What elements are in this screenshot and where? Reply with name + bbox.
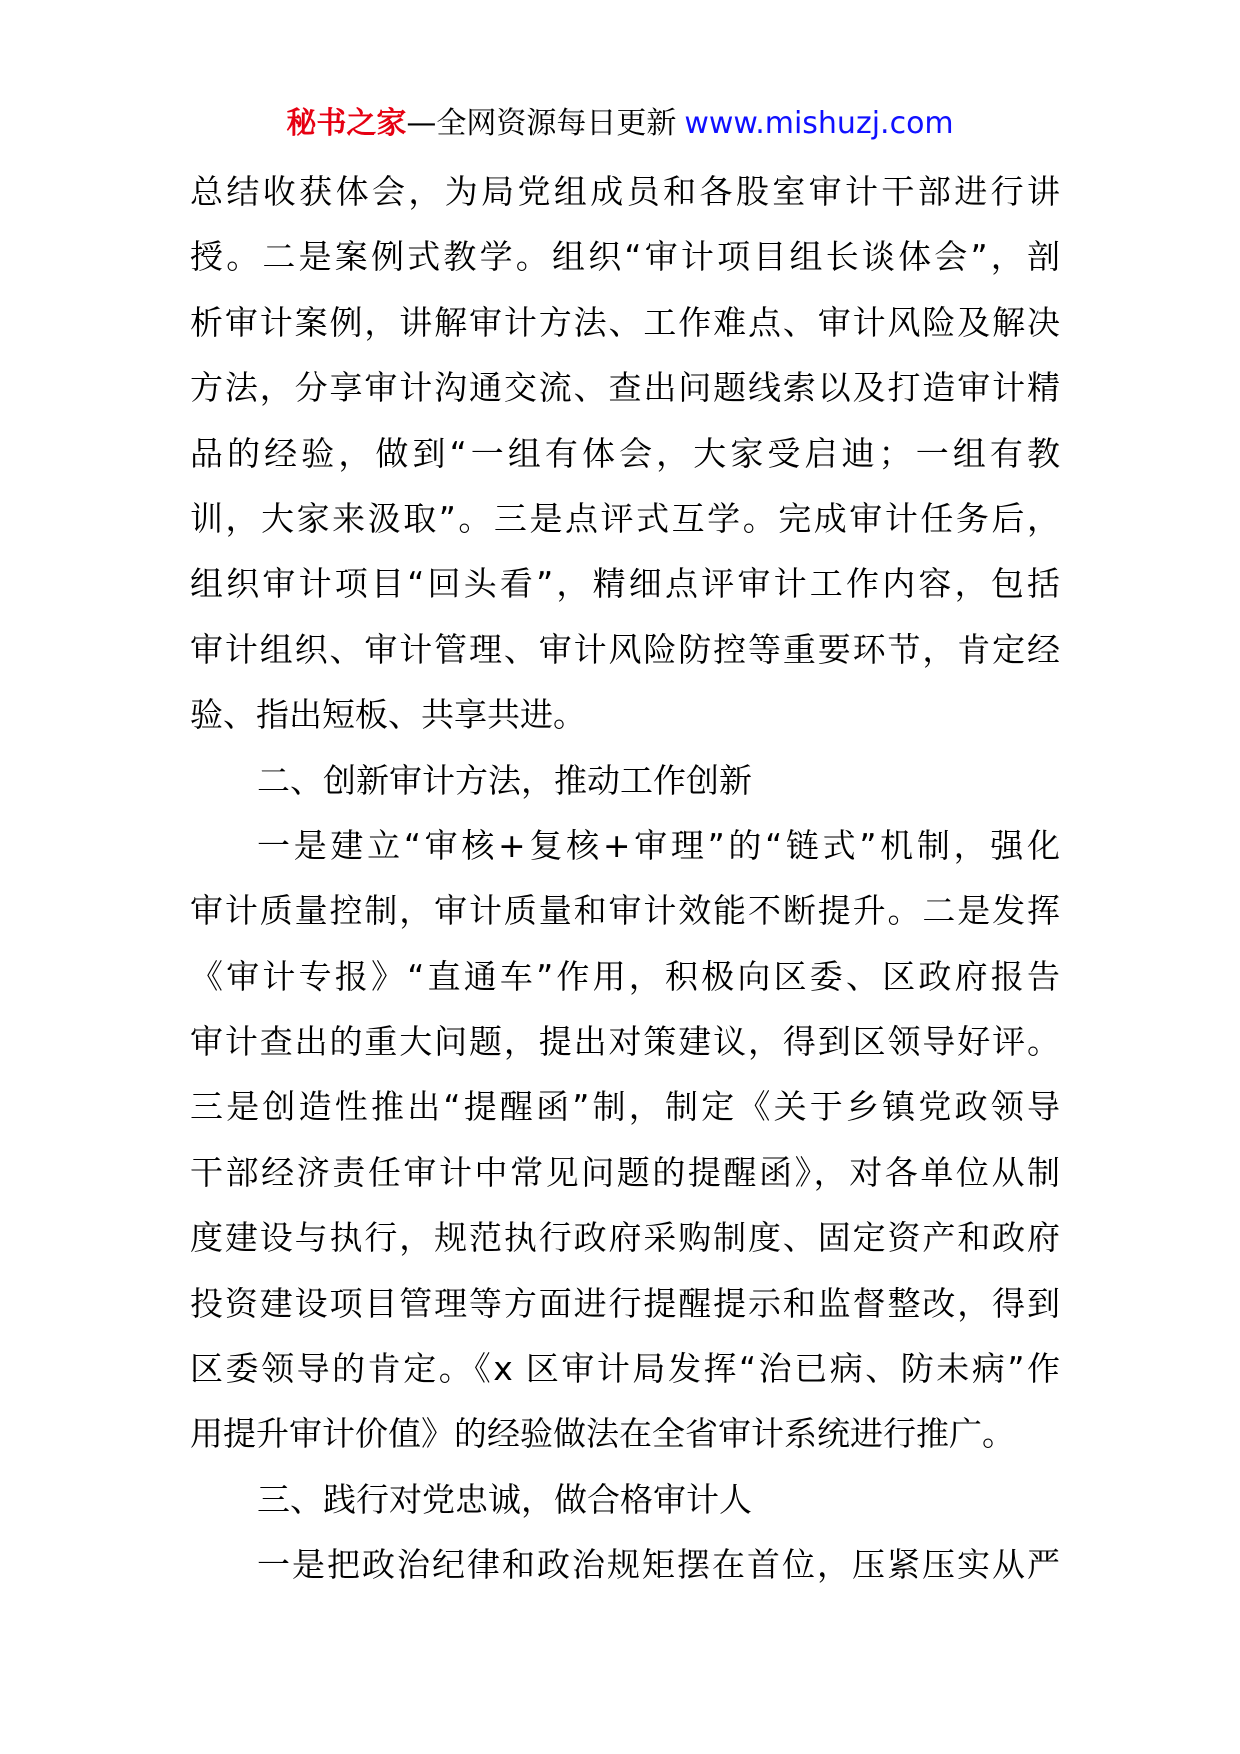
site-slogan: —全网资源每日更新 xyxy=(406,106,677,141)
body-line: 区委领导的肯定。《x 区审计局发挥“治已病、防未病”作 xyxy=(190,1349,1060,1389)
body-line: 审计质量控制，审计质量和审计效能不断提升。二是发挥 xyxy=(190,891,1060,931)
body-line: 训，大家来汲取”。三是点评式互学。完成审计任务后， xyxy=(190,498,1060,538)
body-line: 析审计案例，讲解审计方法、工作难点、审计风险及解决 xyxy=(190,302,1060,342)
body-line: 授。二是案例式教学。组织“审计项目组长谈体会”，剖 xyxy=(190,237,1060,277)
section-heading: 二、创新审计方法，推动工作创新 xyxy=(257,760,752,800)
section-heading: 三、践行对党忠诚，做合格审计人 xyxy=(257,1479,752,1519)
body-line: 用提升审计价值》的经验做法在全省审计系统进行推广。 xyxy=(190,1414,1015,1454)
body-line: 一是把政治纪律和政治规矩摆在首位，压紧压实从严 xyxy=(257,1545,1060,1585)
body-line: 总结收获体会，为局党组成员和各股室审计干部进行讲 xyxy=(190,172,1060,211)
body-line: 度建设与执行，规范执行政府采购制度、固定资产和政府 xyxy=(190,1218,1060,1258)
site-header xyxy=(0,102,1240,146)
body-line: 《审计专报》“直通车”作用，积极向区委、区政府报告 xyxy=(190,956,1060,996)
body-line: 审计组织、审计管理、审计风险防控等重要环节，肯定经 xyxy=(190,629,1060,669)
body-line: 三是创造性推出“提醒函”制，制定《关于乡镇党政领导 xyxy=(190,1087,1060,1127)
body-line: 组织审计项目“回头看”，精细点评审计工作内容，包括 xyxy=(190,564,1060,604)
body-line: 干部经济责任审计中常见问题的提醒函》，对各单位从制 xyxy=(190,1152,1060,1192)
body-line: 品的经验，做到“一组有体会，大家受启迪；一组有教 xyxy=(190,433,1060,473)
body-line: 一是建立“审核+复核+审理”的“链式”机制，强化 xyxy=(257,825,1060,865)
document-body xyxy=(190,159,1060,1598)
site-url: www.mishuzj.com xyxy=(684,106,954,141)
body-line: 验、指出短板、共享共进。 xyxy=(190,695,586,735)
body-line: 方法，分享审计沟通交流、查出问题线索以及打造审计精 xyxy=(190,368,1060,408)
body-line: 投资建设项目管理等方面进行提醒提示和监督整改，得到 xyxy=(190,1283,1060,1323)
site-name: 秘书之家 xyxy=(286,106,407,141)
body-line: 审计查出的重大问题，提出对策建议，得到区领导好评。 xyxy=(190,1022,1060,1062)
